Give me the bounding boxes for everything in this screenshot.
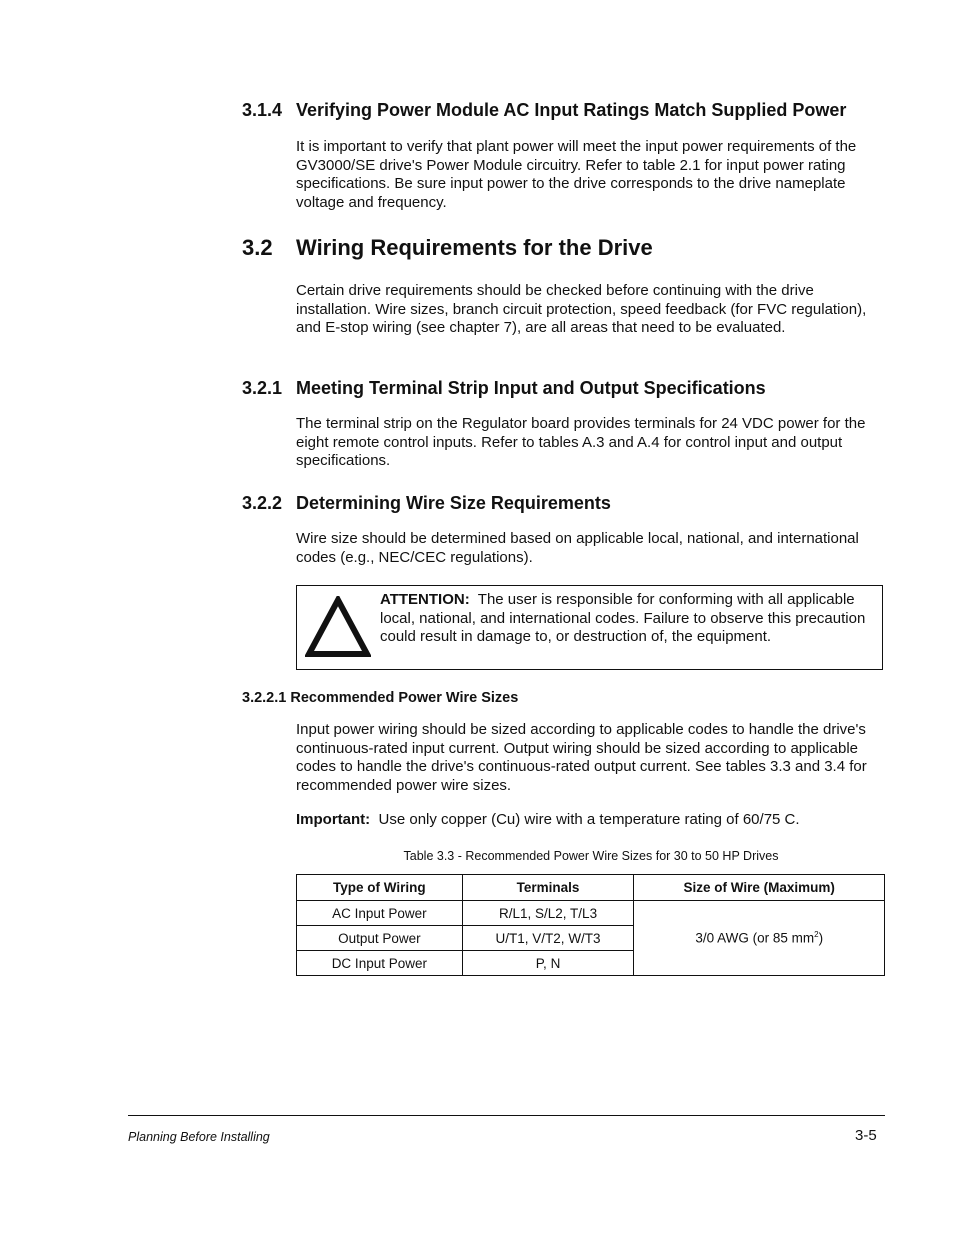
wire-size-value: 3/0 AWG (or 85 mm: [695, 930, 815, 946]
attention-box: [296, 585, 883, 670]
section-3-2-body: Certain drive requirements should be checked before continuing with the drive installation. Wire sizes, branch circuit protection, speed feedback (for FVC regulation), and E-stop wiring (see chapter 7), are all areas that need to be evaluated.: [296, 282, 867, 337]
table-row: [297, 901, 885, 926]
important-note: [296, 811, 876, 830]
section-title: Meeting Terminal Strip Input and Output Specifications: [296, 378, 766, 398]
section-3-2-1-heading: [242, 378, 766, 399]
attention-message: The user is responsible for conforming with all applicable local, national, and international codes. Failure to observe this precaution could result in damage to, or destruction of, the equipment.: [380, 591, 866, 646]
footer-divider: [128, 1115, 885, 1116]
footer-chapter-title: Planning Before Installing: [128, 1130, 270, 1144]
wire-size-table: [296, 874, 885, 976]
section-3-2-2-body: Wire size should be determined based on applicable local, national, and international codes (e.g., NEC/CEC regulations).: [296, 530, 859, 566]
section-3-2-2-1-heading: 3.2.2.1 Recommended Power Wire Sizes: [242, 690, 519, 706]
section-title: Determining Wire Size Requirements: [296, 493, 611, 513]
table-header-cell: Type of Wiring: [297, 875, 463, 901]
section-3-2-2-heading: [242, 493, 611, 514]
terminals-cell: R/L1, S/L2, T/L3: [462, 901, 634, 926]
wiring-type-cell: DC Input Power: [297, 951, 463, 976]
section-3-2-2-1-body: Input power wiring should be sized according to applicable codes to handle the drive's continuous-rated input current. Output wiring should be sized according to applicable codes to handle the drive's continuous-rated output current. See tables 3.3 and 3.4 for recommended power wire sizes.: [296, 721, 867, 795]
wiring-type-cell: Output Power: [297, 926, 463, 951]
table-caption: Table 3.3 - Recommended Power Wire Sizes for 30 to 50 HP Drives: [403, 849, 779, 863]
table-header-cell: Terminals: [462, 875, 634, 901]
wire-size-close: ): [818, 930, 824, 946]
footer-page-number: 3-5: [855, 1127, 877, 1144]
important-text: Use only copper (Cu) wire with a temperature rating of 60/75 C.: [378, 811, 800, 828]
terminals-cell: P, N: [462, 951, 634, 976]
section-number: 3.2: [242, 235, 273, 260]
section-number: 3.2.2: [242, 493, 283, 513]
section-title: Verifying Power Module AC Input Ratings Match Supplied Power: [296, 100, 847, 120]
wiring-type-cell: AC Input Power: [297, 901, 463, 926]
section-3-1-4-heading: [242, 100, 846, 121]
attention-label: ATTENTION:: [380, 591, 470, 608]
attention-text: [380, 591, 875, 647]
table-header-row: [297, 875, 885, 901]
important-label: Important:: [296, 811, 371, 828]
section-title: Wiring Requirements for the Drive: [296, 235, 653, 260]
wire-size-superscript: 2: [814, 930, 819, 940]
table-header-cell: Size of Wire (Maximum): [634, 875, 885, 901]
terminals-cell: U/T1, V/T2, W/T3: [462, 926, 634, 951]
wire-size-cell: [634, 901, 885, 976]
section-3-1-4-body: It is important to verify that plant power will meet the input power requirements of the GV3000/SE drive's Power Module circuitry. Refer to table 2.1 for input power rating specifications. Be sure input power to the drive corresponds to the drive nameplate voltage and frequency.: [296, 138, 857, 212]
section-3-2-1-body: The terminal strip on the Regulator board provides terminals for 24 VDC power for the eight remote control inputs. Refer to tables A.3 and A.4 for control input and output specifications.: [296, 415, 866, 470]
warning-triangle-icon: [305, 596, 371, 660]
section-number: 3.2.1: [242, 378, 283, 398]
section-3-2-heading: [242, 235, 653, 261]
section-number: 3.1.4: [242, 100, 283, 120]
